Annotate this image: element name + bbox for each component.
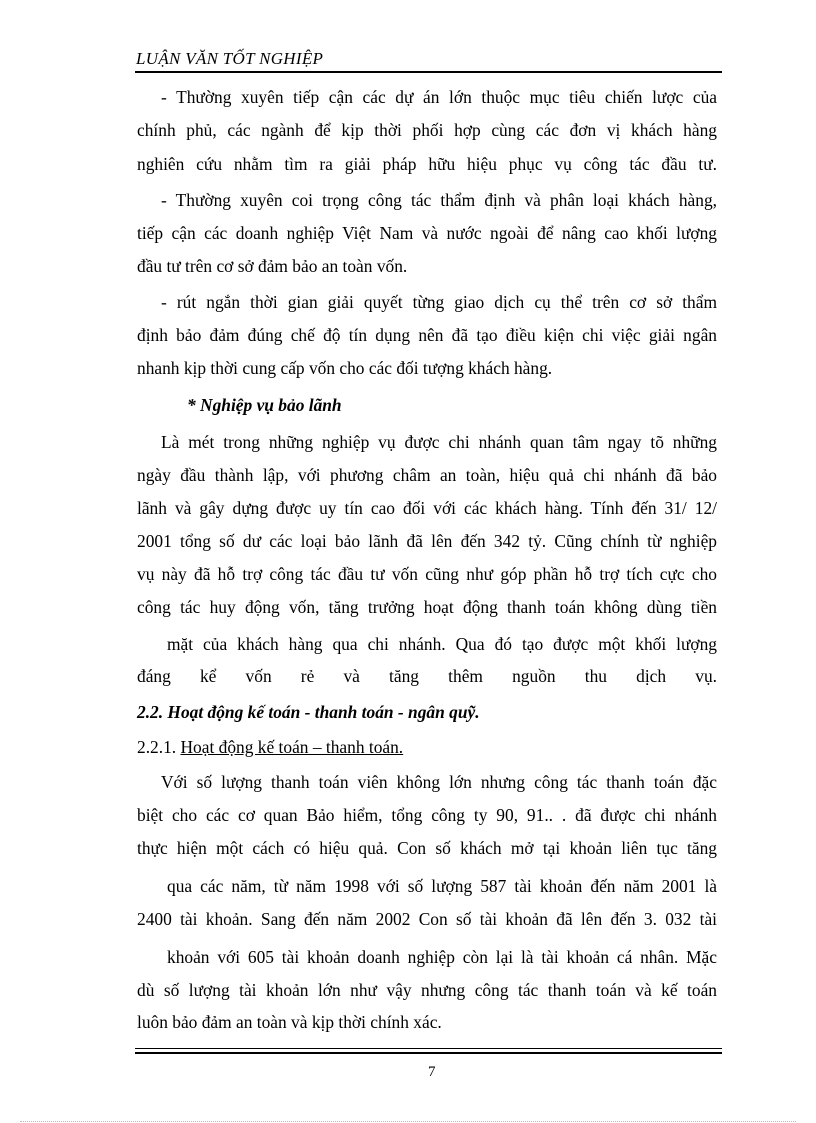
text-line: 2001 tổng số dư các loại bảo lãnh đã lên đến 342 tỷ. Cũng chính từ nghiệp [137, 531, 717, 551]
text-line: đáng kể vốn rẻ và tăng thêm nguồn thu dịch vụ. [137, 666, 717, 686]
text-line: lãnh và gây dựng được uy tín cao đối với các khách hàng. Tính đến 31/ 12/ [137, 498, 717, 518]
text-line: luôn bảo đảm an toàn và kịp thời chính xác. [137, 1012, 442, 1032]
header-rule [135, 71, 722, 73]
text-line: - Thường xuyên coi trọng công tác thẩm định và phân loại khách hàng, [161, 190, 717, 210]
text-line: thực hiện một cách có hiệu quả. Con số khách mở tại khoản liên tục tăng [137, 838, 717, 858]
page-number: 7 [428, 1064, 436, 1080]
subsection-title: Hoạt động kế toán – thanh toán. [180, 737, 404, 757]
text-line: biệt cho các cơ quan Bảo hiểm, tổng công ty 90, 91.. . đã được chi nhánh [137, 805, 717, 825]
text-line: nhanh kịp thời cung cấp vốn cho các đối tượng khách hàng. [137, 358, 553, 378]
text-line: dù số lượng tài khoản lớn như vậy nhưng công tác thanh toán và kế toán [137, 980, 717, 1000]
footer-rule [135, 1048, 722, 1049]
text-line: Là mét trong những nghiệp vụ được chi nhánh quan tâm ngay tõ những [161, 432, 717, 452]
text-line: qua các năm, từ năm 1998 với số lượng 587 tài khoản đến năm 2001 là [167, 876, 717, 896]
text-line: - rút ngắn thời gian giải quyết từng giao dịch cụ thể trên cơ sở thẩm [161, 292, 717, 312]
text-line: khoản với 605 tài khoản doanh nghiệp còn lại là tài khoản cá nhân. Mặc [167, 947, 717, 967]
text-line: 2400 tài khoản. Sang đến năm 2002 Con số tài khoản đã lên đến 3. 032 tài [137, 909, 717, 929]
text-line: tiếp cận các doanh nghiệp Việt Nam và nước ngoài để nâng cao khối lượng [137, 223, 717, 243]
text-line: ngày đầu thành lập, với phương châm an toàn, hiệu quả chi nhánh đã bảo [137, 465, 717, 485]
text-line: đầu tư trên cơ sở đảm bảo an toàn vốn. [137, 256, 408, 276]
text-line: định bảo đảm đúng chế độ tín dụng nên đã tạo điều kiện chi việc giải ngân [137, 325, 717, 345]
section-heading: * Nghiệp vụ bảo lãnh [187, 395, 342, 415]
page-edge-divider [20, 1121, 796, 1122]
footer-rule [135, 1052, 722, 1054]
text-line: - Thường xuyên tiếp cận các dự án lớn thuộc mục tiêu chiến lược của [161, 87, 717, 107]
subsection-number: 2.2.1. [137, 737, 177, 757]
text-line: chính phủ, các ngành để kịp thời phối hợp cùng các đơn vị khách hàng [137, 120, 717, 140]
header-title: LUẬN VĂN TỐT NGHIỆP [136, 49, 324, 68]
section-heading: 2.2. Hoạt động kế toán - thanh toán - ngân quỹ. [137, 702, 480, 722]
text-line: công tác huy động vốn, tăng trưởng hoạt động thanh toán không dùng tiền [137, 597, 717, 617]
subsection-heading [137, 735, 717, 759]
text-line: mặt của khách hàng qua chi nhánh. Qua đó tạo được một khối lượng [167, 634, 717, 654]
text-line: vụ này đã hỗ trợ công tác đầu tư vốn cũng như góp phần hỗ trợ tích cực cho [137, 564, 717, 584]
text-line: Với số lượng thanh toán viên không lớn nhưng công tác thanh toán đặc [161, 772, 717, 792]
text-line: nghiên cứu nhằm tìm ra giải pháp hữu hiệu phục vụ công tác đầu tư. [137, 154, 717, 174]
